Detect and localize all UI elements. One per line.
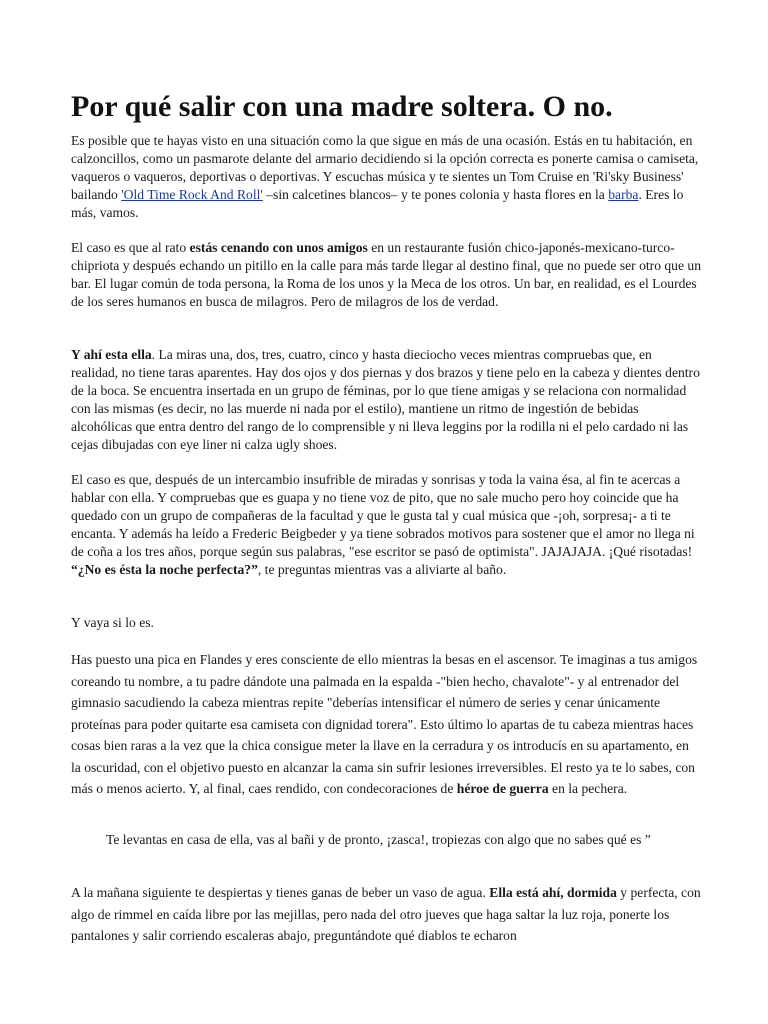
paragraph-text: El caso es que al rato <box>71 240 190 255</box>
paragraph-text: El caso es que, después de un intercambio insufrible de miradas y sonrisas y toda la vaina ésa, al fin te acercas a hablar con ella. Y compruebas que es guapa y no tiene voz de pito, que no sale mucho pero hoy coincide que ha quedado con un grupo de compañeras de la facultad y que le gusta tal y cual música que -¡oh, sorpresa¡- a ti te encanta. Y además ha leído a Frederic Beigbeder y ya tiene sobrados motivos para sostener que el amor no llega ni de coña a los tres años, porque según sus palabras, "ese escritor se pasó de optimista". JAJAJAJA. ¡Qué risotadas! <box>71 472 695 559</box>
song-link[interactable]: 'Old Time Rock And Roll' <box>121 187 263 202</box>
block-quote: Te levantas en casa de ella, vas al bañi y de pronto, ¡zasca!, tropiezas con algo que no sabes qué es ” <box>106 832 651 847</box>
bold-phrase: “¿No es ésta la noche perfecta?” <box>71 562 258 577</box>
paragraph-7 <box>71 882 701 947</box>
paragraph-text: , te preguntas mientras vas a aliviarte al baño. <box>257 562 507 577</box>
barba-link[interactable]: barba <box>608 187 639 202</box>
paragraph-text: A la mañana siguiente te despiertas y tienes ganas de beber un vaso de agua. <box>71 885 490 900</box>
bold-phrase: héroe de guerra <box>456 781 549 796</box>
paragraph-2 <box>71 239 701 311</box>
paragraph-text: –sin calcetines blancos– y te pones colonia y hasta flores en la <box>262 187 609 202</box>
paragraph-text: en un restaurante fusión chico-japonés-mexicano-turco-chipriota y después echando un pitillo en la calle para más tarde llegar al destino final, que no puede ser otro que un bar. El lugar común de toda persona, la Roma de los unos y la Meca de los otros. Un bar, en realidad, es el Lourdes de los seres humanos en busca de milagros. Pero de milagros de los de verdad. <box>71 240 702 309</box>
paragraph-6 <box>71 649 701 800</box>
article-title: Por qué salir con una madre soltera. O no. <box>71 90 613 123</box>
bold-phrase: estás cenando con unos amigos <box>189 240 368 255</box>
paragraph-text: . La miras una, dos, tres, cuatro, cinco y hasta dieciocho veces mientras compruebas que, en realidad, no tiene taras aparentes. Hay dos ojos y dos piernas y dos brazos y tiene pelo en la cabeza y dientes dentro de la boca. Se encuentra insertada en un grupo de féminas, por lo que tiene amigas y se relaciona con normalidad con las mismas (es decir, no las muerde ni nada por el estilo), mantiene un ritmo de ingestión de bebidas alcohólicas que entra dentro del rango de lo comprensible y ni lleva leggins por la rodilla ni el pelo cardado ni las cejas dibujadas con eye liner ni calza ugly shoes. <box>71 347 700 452</box>
bold-phrase: Ella está ahí, dormida <box>489 885 617 900</box>
paragraph-text: Has puesto una pica en Flandes y eres consciente de ello mientras la besas en el ascensor. Te imaginas a tus amigos coreando tu nombre, a tu padre dándote una palmada en la espalda -"bien hecho, chavalote"- y al entrenador del gimnasio sacudiendo la cabeza mientras repite "deberías intensificar el número de series y cenar únicamente proteínas para poder quitarte esa camiseta con dignidad torera". Esto último lo apartas de tu cabeza mientras haces cosas bien raras a la vez que la chica consigue meter la llave en la cerradura y os introducís en su apartamento, en la oscuridad, con el objetivo puesto en alcanzar la cama sin sufrir lesiones irreversibles. El resto ya te lo sabes, con más o menos acierto. Y, al final, caes rendido, con condecoraciones de <box>71 652 698 796</box>
paragraph-4 <box>71 471 701 579</box>
paragraph-1 <box>71 132 701 222</box>
paragraph-text: en la pechera. <box>548 781 628 796</box>
paragraph-5: Y vaya si lo es. <box>71 615 154 630</box>
paragraph-text: y perfecta, con algo de rimmel en caída libre por las mejillas, pero nada del otro jueves que haga saltar la luz roja, ponerte los pantalones y salir corriendo escaleras abajo, preguntándote qué diablos te echaron <box>71 885 701 943</box>
paragraph-3 <box>71 346 701 454</box>
paragraph-text: . Eres lo más, vamos. <box>71 187 684 220</box>
paragraph-text: Es posible que te hayas visto en una situación como la que sigue en más de una ocasión. Estás en tu habitación, en calzoncillos, como un pasmarote delante del armario decidiendo si la opción correcta es ponerte camisa o camiseta, vaqueros o vaqueros, deportivas o deportivas. Y escuchas música y te sientes un Tom Cruise en 'Ri'sky Business' bailando <box>71 133 699 202</box>
bold-phrase: Y ahí esta ella <box>71 347 152 362</box>
